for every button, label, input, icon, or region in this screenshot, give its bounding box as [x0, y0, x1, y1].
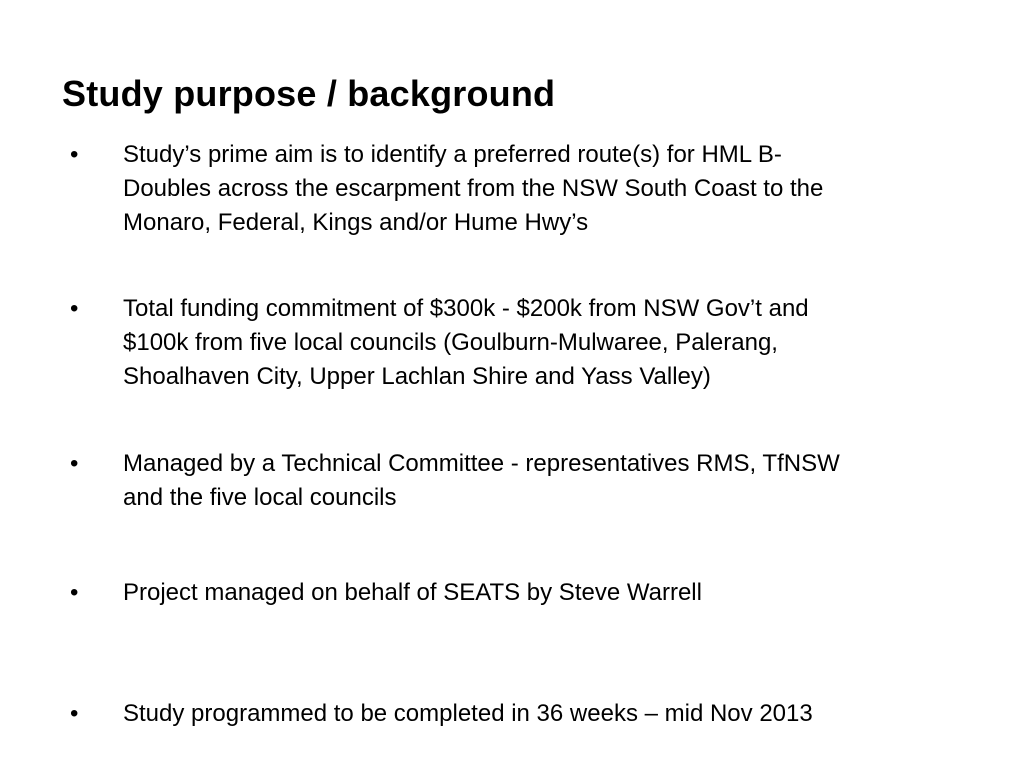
- bullet-item: [70, 138, 970, 240]
- bullet-marker: •: [70, 141, 79, 168]
- bullet-item: [70, 576, 970, 610]
- bullet-marker: •: [70, 295, 79, 322]
- bullet-item: [70, 697, 970, 731]
- bullet-text: Study’s prime aim is to identify a preferred route(s) for HML B- Doubles across the escarpment from the NSW South Coast to the Monaro, Federal, Kings and/or Hume Hwy’s: [123, 141, 824, 236]
- bullet-text: Study programmed to be completed in 36 weeks – mid Nov 2013: [123, 700, 813, 727]
- bullet-text: Managed by a Technical Committee - representatives RMS, TfNSW and the five local councils: [123, 450, 840, 511]
- bullet-item: [70, 292, 970, 394]
- bullet-item: [70, 447, 970, 515]
- bullet-text: Total funding commitment of $300k - $200k from NSW Gov’t and $100k from five local councils (Goulburn-Mulwaree, Palerang, Shoalhaven City, Upper Lachlan Shire and Yass Valley): [123, 295, 809, 390]
- slide-title: Study purpose / background: [62, 73, 556, 114]
- bullet-text: Project managed on behalf of SEATS by Steve Warrell: [123, 579, 702, 606]
- bullet-marker: •: [70, 450, 79, 477]
- bullet-marker: •: [70, 700, 79, 727]
- bullet-marker: •: [70, 579, 79, 606]
